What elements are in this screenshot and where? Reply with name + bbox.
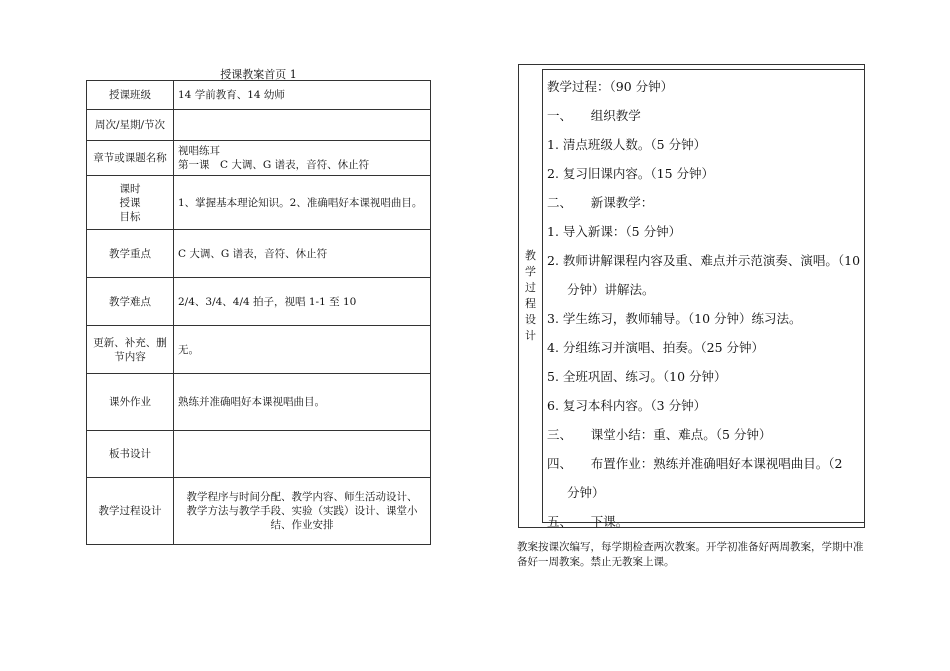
- row-value-board: [174, 431, 431, 478]
- row-value-schedule: [174, 110, 431, 141]
- process-line: 1. 导入新课：（5 分钟）: [547, 224, 682, 239]
- process-line: 5. 全班巩固、练习。（10 分钟）: [547, 369, 727, 384]
- table-row: [87, 278, 431, 326]
- process-line: 分钟）讲解法。: [567, 282, 655, 297]
- process-line: 6. 复习本科内容。（3 分钟）: [547, 398, 707, 413]
- vertical-char: 过: [525, 281, 536, 294]
- process-line: 4. 分组练习并演唱、拍奏。（25 分钟）: [547, 340, 765, 355]
- vertical-char: 程: [525, 297, 536, 310]
- vertical-char: 计: [525, 329, 536, 342]
- process-line: 五、 下课。: [547, 514, 629, 529]
- table-row: [87, 176, 431, 230]
- row-value-updates: 无。: [174, 326, 431, 374]
- row-label-class: 授课班级: [87, 81, 174, 110]
- vertical-char: 设: [525, 313, 536, 326]
- process-line: 四、 布置作业：熟练并准确唱好本课视唱曲目。（2: [547, 456, 843, 471]
- row-label-updates: 更新、补充、删 节内容: [87, 326, 174, 374]
- process-line: 分钟）: [567, 485, 605, 500]
- row-value-chapter: 视唱练耳 第一课 C 大调、G 谱表，音符、休止符: [174, 141, 431, 176]
- page-title: 授课教案首页 1: [220, 68, 297, 81]
- table-row: [87, 141, 431, 176]
- vertical-char: 教: [525, 249, 536, 262]
- row-label-schedule: 周次/星期/节次: [87, 110, 174, 141]
- row-value-key-points: C 大调、G 谱表，音符、休止符: [174, 230, 431, 278]
- table-row: [87, 478, 431, 545]
- table-row: [87, 431, 431, 478]
- process-line: 教学过程：（90 分钟）: [547, 79, 674, 94]
- footer-note: 教案按课次编写，每学期检查两次教案。开学初准备好两周教案，学期中准备好一周教案。禁止无教案上课。: [517, 541, 864, 568]
- row-label-objectives: 课时 授课 目标: [87, 176, 174, 230]
- table-row: [87, 81, 431, 110]
- table-row: [87, 230, 431, 278]
- row-value-homework: 熟练并准确唱好本课视唱曲目。: [174, 374, 431, 431]
- process-line: 三、 课堂小结：重、难点。（5 分钟）: [547, 427, 772, 442]
- process-vertical-label: [519, 65, 542, 527]
- row-value-process: 教学程序与时间分配、教学内容、师生活动设计、 教学方法与教学手段、实验（实践）设计、课堂小 结、作业安排: [174, 478, 431, 545]
- process-box: [518, 64, 865, 528]
- table-row: [87, 326, 431, 374]
- table-row: [87, 374, 431, 431]
- vertical-char: 学: [525, 265, 536, 278]
- row-value-class: 14 学前教育、14 幼师: [174, 81, 431, 110]
- process-line: 2. 复习旧课内容。（15 分钟）: [547, 166, 715, 181]
- process-line: 1. 清点班级人数。（5 分钟）: [547, 137, 707, 152]
- row-value-difficulties: 2/4、3/4、4/4 拍子，视唱 1-1 至 10: [174, 278, 431, 326]
- lesson-plan-table: [86, 80, 431, 545]
- process-line: 3. 学生练习，教师辅导。（10 分钟）练习法。: [547, 311, 802, 326]
- row-label-chapter: 章节或课题名称: [87, 141, 174, 176]
- row-value-objectives: 1、掌握基本理论知识。2、准确唱好本课视唱曲目。: [174, 176, 431, 230]
- process-line: 2. 教师讲解课程内容及重、难点并示范演奏、演唱。（10: [547, 253, 861, 268]
- row-label-homework: 课外作业: [87, 374, 174, 431]
- process-content: [547, 72, 861, 536]
- row-label-key-points: 教学重点: [87, 230, 174, 278]
- row-label-process: 教学过程设计: [87, 478, 174, 545]
- process-line: 二、 新课教学：: [547, 195, 654, 210]
- process-line: 一、 组织教学: [547, 108, 641, 123]
- process-content-cell: [542, 69, 864, 529]
- row-label-difficulties: 教学难点: [87, 278, 174, 326]
- table-row: [87, 110, 431, 141]
- row-label-board: 板书设计: [87, 431, 174, 478]
